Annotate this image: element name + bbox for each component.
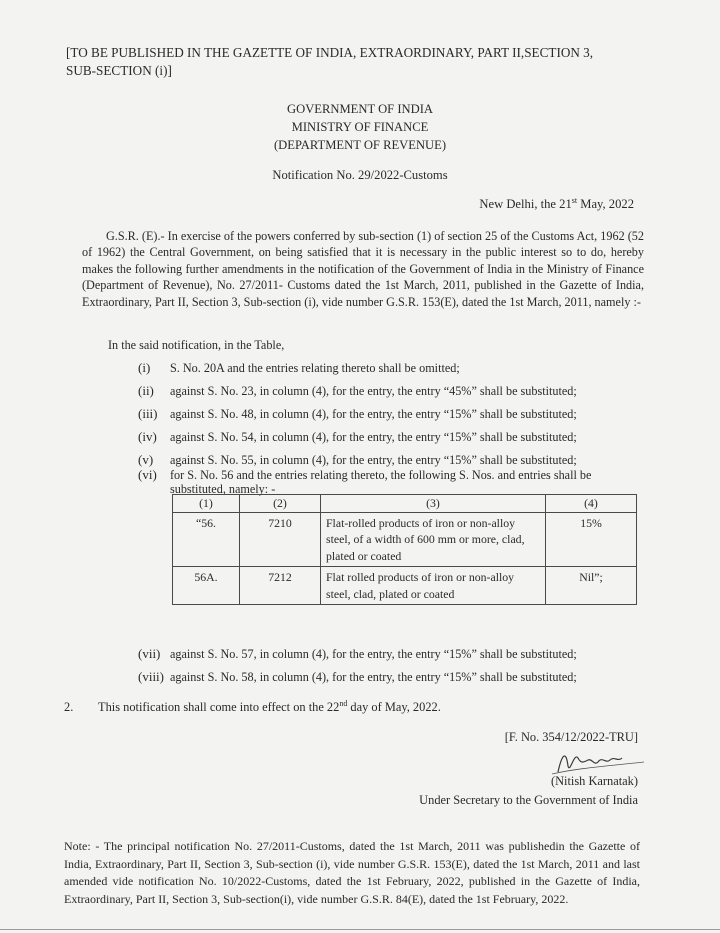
- cell-rate: Nil”;: [546, 567, 637, 605]
- cell-sno: 56A.: [173, 567, 240, 605]
- cell-description: Flat rolled products of iron or non-alloy steel, clad, plated or coated: [321, 567, 546, 605]
- header-col-3: (3): [321, 495, 546, 513]
- signatory-name: (Nitish Karnatak): [550, 774, 638, 788]
- amend-item-iii: (iii) against S. No. 48, in column (4), for the entry, the entry “15%” shall be substituted;: [138, 406, 577, 421]
- gazette-header: [TO BE PUBLISHED IN THE GAZETTE OF INDIA, EXTRAORDINARY, PART II,SECTION 3, SUB-SECTION (i)]: [66, 45, 594, 78]
- header-col-4: (4): [546, 495, 637, 513]
- government-block: [0, 100, 720, 154]
- gov-line-3: (DEPARTMENT OF REVENUE): [273, 138, 447, 152]
- cell-rate: 15%: [546, 512, 637, 567]
- cell-sno: “56.: [173, 512, 240, 567]
- amend-item-viii: (viii) against S. No. 58, in column (4), for the entry, the entry “15%” shall be substituted;: [138, 669, 577, 684]
- signature-mark: [548, 744, 648, 778]
- amend-item-i: (i) S. No. 20A and the entries relating thereto shall be omitted;: [138, 360, 460, 375]
- amend-item-iv: (iv) against S. No. 54, in column (4), for the entry, the entry “15%” shall be substituted;: [138, 429, 577, 444]
- amend-item-v: (v) against S. No. 55, in column (4), for the entry, the entry “15%” shall be substituted;: [138, 452, 577, 467]
- notification-number: Notification No. 29/2022-Customs: [272, 168, 448, 182]
- signatory-designation: Under Secretary to the Government of India: [419, 793, 638, 807]
- table-row: [173, 567, 637, 605]
- file-number: [F. No. 354/12/2022-TRU]: [504, 730, 638, 744]
- bottom-edge: [0, 929, 720, 930]
- amend-item-ii: (ii) against S. No. 23, in column (4), for the entry, the entry “45%” shall be substituted;: [138, 383, 577, 398]
- table-header-row: [173, 495, 637, 513]
- footnote: Note: - The principal notification No. 27/2011-Customs, dated the 1st March, 2011 was publishedin the Gazette of India, Extraordinary, Part II, Section 3, Sub-section (i), vide number G.S.R. 153(E), dated the 1st March, 2011 and last amended vide notification No. 10/2022-Customs, dated the 1st February, 2022, published in the Gazette of India, Extraordinary, Part II, Section 3, Sub-section(i), vide number G.S.R. 84(E), dated the 1st February, 2022.: [64, 839, 640, 906]
- cell-description: Flat-rolled products of iron or non-alloy steel, of a width of 600 mm or more, clad, plated or coated: [321, 512, 546, 567]
- amend-item-vi-cont: substituted, namely: -: [170, 482, 276, 496]
- gov-line-1: GOVERNMENT OF INDIA: [287, 102, 433, 116]
- header-col-2: (2): [240, 495, 321, 513]
- table-row: [173, 512, 637, 567]
- preamble-paragraph: G.S.R. (E).- In exercise of the powers conferred by sub-section (1) of section 25 of the Customs Act, 1962 (52 of 1962) the Central Government, on being satisfied that it is necessary in the public interest so to do, hereby makes the following further amendments in the notification of the Government of India in the Ministry of Finance (Department of Revenue), No. 27/2011- Customs dated the 1st March, 2011, published in the Gazette of India, Extraordinary, Part II, Section 3, Sub-section (i), vide number G.S.R. 153(E), dated the 1st March, 2011, namely :-: [82, 229, 644, 309]
- cell-heading: 7212: [240, 567, 321, 605]
- gov-line-2: MINISTRY OF FINANCE: [291, 120, 429, 134]
- amendment-table: [172, 494, 637, 605]
- effective-date-paragraph: 2. This notification shall come into effect on the 22nd day of May, 2022.: [64, 698, 441, 714]
- cell-heading: 7210: [240, 512, 321, 567]
- amend-item-vi: (vi) for S. No. 56 and the entries relating thereto, the following S. Nos. and entries shall be: [138, 467, 592, 482]
- header-col-1: (1): [173, 495, 240, 513]
- date-line: New Delhi, the 21st May, 2022: [479, 195, 634, 211]
- amend-item-vii: (vii) against S. No. 57, in column (4), for the entry, the entry “15%” shall be substituted;: [138, 646, 577, 661]
- table-intro: In the said notification, in the Table,: [108, 338, 285, 352]
